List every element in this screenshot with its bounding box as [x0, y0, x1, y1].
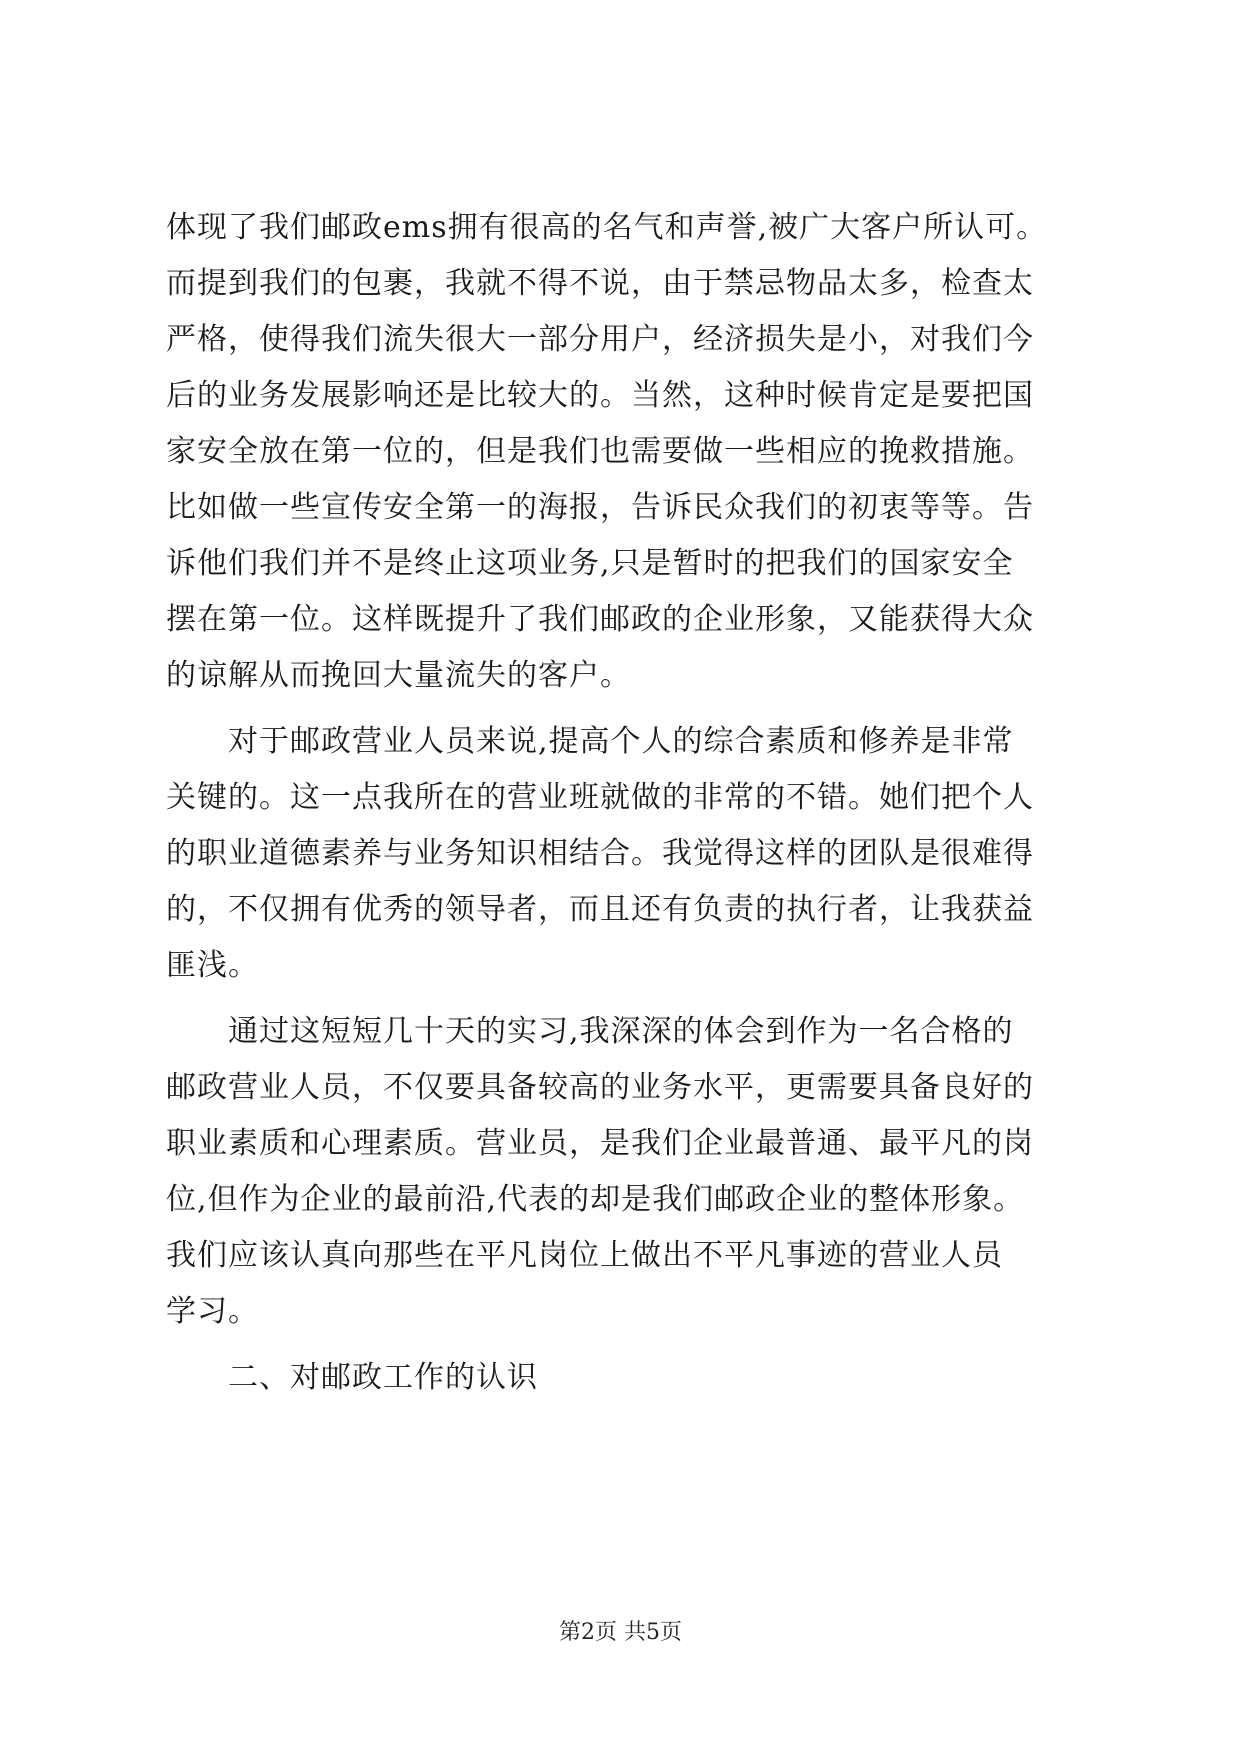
- page-footer: [0, 1618, 1241, 1648]
- text-line: 通过这短短几十天的实习,我深深的体会到作为一名合格的: [228, 1014, 1014, 1049]
- text-line: 诉他们我们并不是终止这项业务,只是暂时的把我们的国家安全: [166, 546, 1014, 581]
- text-line: 位,但作为企业的最前沿,代表的却是我们邮政企业的整体形象。: [166, 1182, 1025, 1217]
- paragraph-3: [166, 1004, 1116, 1340]
- text-line: 邮政营业人员，不仅要具备较高的业务水平，更需要具备良好的: [166, 1070, 1034, 1105]
- text-line: 比如做一些宣传安全第一的海报，告诉民众我们的初衷等等。告: [166, 490, 1034, 525]
- text-line: 后的业务发展影响还是比较大的。当然，这种时候肯定是要把国: [166, 378, 1034, 413]
- paragraph-2: [166, 714, 1116, 994]
- text-line: 而提到我们的包裹，我就不得不说，由于禁忌物品太多，检查太: [166, 266, 1034, 301]
- text-line: 家安全放在第一位的，但是我们也需要做一些相应的挽救措施。: [166, 434, 1034, 469]
- text-line: 关键的。这一点我所在的营业班就做的非常的不错。她们把个人: [166, 780, 1034, 815]
- text-line: 摆在第一位。这样既提升了我们邮政的企业形象，又能获得大众: [166, 602, 1034, 637]
- paragraph-1: [166, 200, 1116, 704]
- text-line: 职业素质和心理素质。营业员，是我们企业最普通、最平凡的岗: [166, 1126, 1034, 1161]
- section-heading: [166, 1350, 1116, 1406]
- text-line: 对于邮政营业人员来说,提高个人的综合素质和修养是非常: [228, 724, 1014, 759]
- text-line: 学习。: [166, 1294, 259, 1329]
- page-number-label: 第2页 共5页: [559, 1620, 682, 1645]
- text-line: 的职业道德素养与业务知识相结合。我觉得这样的团队是很难得: [166, 836, 1034, 871]
- text-line: 匪浅。: [166, 948, 259, 983]
- text-line: 体现了我们邮政ems拥有很高的名气和声誉,被广大客户所认可。: [166, 210, 1048, 245]
- document-body: [166, 200, 1116, 1406]
- text-line: 我们应该认真向那些在平凡岗位上做出不平凡事迹的营业人员: [166, 1238, 1003, 1273]
- text-line: 的谅解从而挽回大量流失的客户。: [166, 658, 631, 693]
- text-line: 严格，使得我们流失很大一部分用户，经济损失是小，对我们今: [166, 322, 1034, 357]
- section-heading-text: 二、对邮政工作的认识: [228, 1360, 538, 1395]
- text-line: 的，不仅拥有优秀的领导者，而且还有负责的执行者，让我获益: [166, 892, 1034, 927]
